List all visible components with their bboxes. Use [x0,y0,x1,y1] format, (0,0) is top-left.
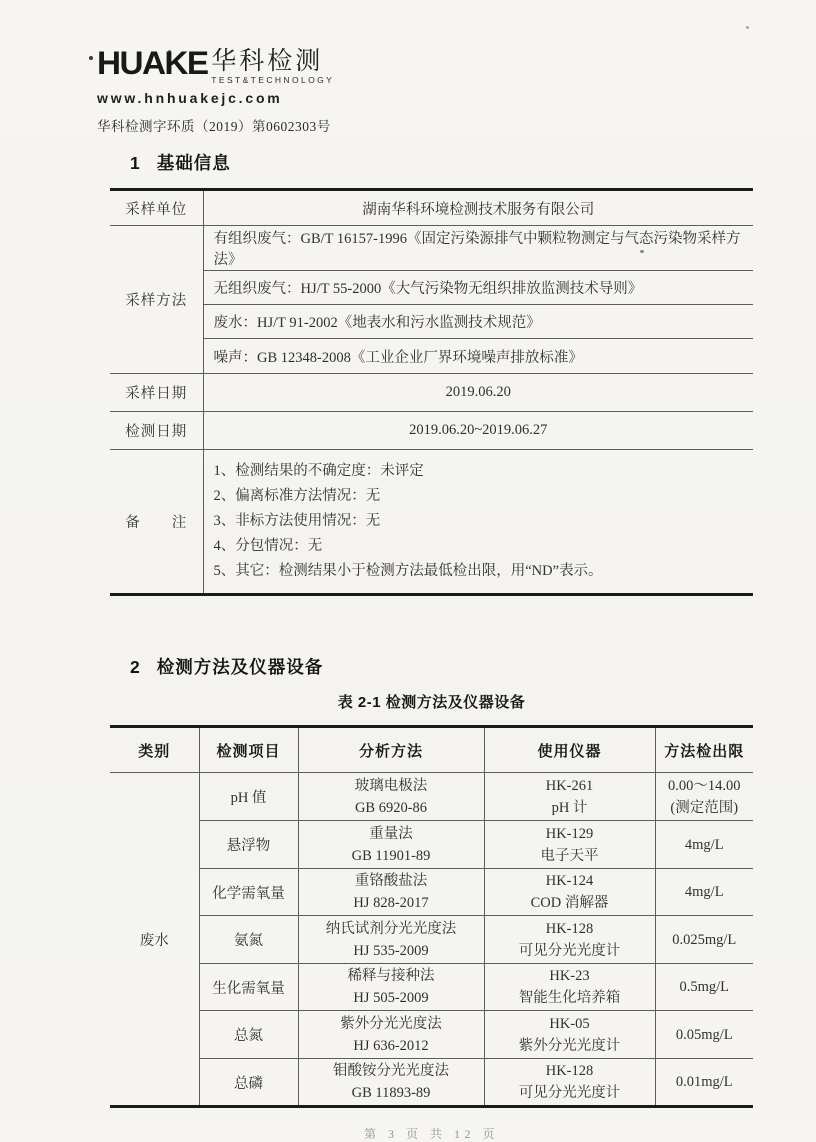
remark-line: 3、非标方法使用情况：无 [213,513,381,529]
table-2-1-caption: 表 2-1 检测方法及仪器设备 [337,694,526,711]
equipment-row [110,773,753,821]
value-sampling-method-noise: 噪声：GB 12348-2008《工业企业厂界环境噪声排放标准》 [203,339,753,374]
remark-line: 5、其它：检测结果小于检测方法最低检出限，用“ND”表示。 [213,563,603,579]
category-wastewater: 废水 [110,773,199,1107]
label-sampling-date: 采样日期 [110,374,203,412]
page-number: 第 3 页 共 12 页 [363,1127,499,1141]
table-row [110,190,753,226]
table-header-row [110,727,753,773]
table-row [110,374,753,412]
cell-item: 总氮 [199,1011,298,1059]
cell-method: 钼酸铵分光光度法 GB 11893-89 [298,1059,484,1107]
label-remark: 备 注 [110,450,203,595]
table-row [110,226,753,271]
table-row [110,412,753,450]
header-detection-limit: 方法检出限 [655,727,753,773]
equipment-row [110,869,753,916]
cell-method: 紫外分光光度法 HJ 636-2012 [298,1011,484,1059]
value-sampling-method-organized-gas: 有组织废气：GB/T 16157-1996《固定污染源排气中颗粒物测定与气态污染物采样方法》 [203,226,753,271]
section2-title: 检测方法及仪器设备 [156,657,324,677]
cell-method: 玻璃电极法 GB 6920-86 [298,773,484,821]
remark-line: 4、分包情况：无 [213,538,323,554]
equipment-row [110,821,753,869]
table-row [110,271,753,305]
header-item: 检测项目 [199,727,298,773]
basic-info-table [110,188,753,596]
cell-method: 重铬酸盐法 HJ 828-2017 [298,869,484,916]
huake-logo-wordmark: HUAKE [97,45,208,81]
website-text: www.hnhuakejc.com [97,90,283,106]
label-sampling-method: 采样方法 [110,226,203,374]
cell-item: 悬浮物 [199,821,298,869]
cell-item: pH 值 [199,773,298,821]
label-sampling-unit: 采样单位 [110,190,203,226]
equipment-row [110,1011,753,1059]
section2-heading [130,654,757,679]
cell-item: 化学需氧量 [199,869,298,916]
report-page [97,0,757,1142]
equipment-row [110,964,753,1011]
cell-instrument: HK-261 pH 计 [484,773,655,821]
brand-header [97,45,757,135]
cell-limit: 4mg/L [655,869,753,916]
header-category: 类别 [110,727,199,773]
section1-title: 基础信息 [156,153,231,173]
logo-chinese-name: 华科检测 [211,47,324,75]
cell-method: 重量法 GB 11901-89 [298,821,484,869]
cell-limit: 0.00～14.00 (测定范围) [655,773,753,821]
value-sampling-date: 2019.06.20 [203,374,753,412]
value-test-date: 2019.06.20~2019.06.27 [203,412,753,450]
cell-item: 生化需氧量 [199,964,298,1011]
cell-limit: 0.025mg/L [655,916,753,964]
cell-item: 总磷 [199,1059,298,1107]
cell-limit: 0.05mg/L [655,1011,753,1059]
document-number: 华科检测字环质（2019）第0602303号 [97,119,331,134]
table-row [110,339,753,374]
table-row [110,450,753,595]
cell-item: 氨氮 [199,916,298,964]
table-row [110,305,753,339]
cell-limit: 4mg/L [655,821,753,869]
cell-instrument: HK-124 COD 消解器 [484,869,655,916]
header-method: 分析方法 [298,727,484,773]
section2-number: 2 [130,657,140,677]
logo [97,45,757,85]
value-remarks [203,450,753,595]
cell-limit: 0.5mg/L [655,964,753,1011]
cell-instrument: HK-128 可见分光光度计 [484,916,655,964]
header-instrument: 使用仪器 [484,727,655,773]
scan-speck [89,56,93,60]
value-sampling-method-unorganized-gas: 无组织废气：HJ/T 55-2000《大气污染物无组织排放监测技术导则》 [203,271,753,305]
remark-line: 2、偏离标准方法情况：无 [213,488,381,504]
equipment-table [110,725,753,1108]
cell-instrument: HK-23 智能生化培养箱 [484,964,655,1011]
cell-instrument: HK-05 紫外分光光度计 [484,1011,655,1059]
value-sampling-method-wastewater: 废水：HJ/T 91-2002《地表水和污水监测技术规范》 [203,305,753,339]
cell-instrument: HK-129 电子天平 [484,821,655,869]
cell-method: 稀释与接种法 HJ 505-2009 [298,964,484,1011]
logo-tagline: TEST&TECHNOLOGY [211,75,335,85]
cell-method: 纳氏试剂分光光度法 HJ 535-2009 [298,916,484,964]
value-sampling-unit: 湖南华科环境检测技术服务有限公司 [203,190,753,226]
section1-heading [130,150,757,175]
label-test-date: 检测日期 [110,412,203,450]
cell-limit: 0.01mg/L [655,1059,753,1107]
remark-line: 1、检测结果的不确定度：未评定 [213,463,424,479]
cell-instrument: HK-128 可见分光光度计 [484,1059,655,1107]
equipment-row [110,916,753,964]
section1-number: 1 [130,153,140,173]
logo-right-block [211,48,334,85]
equipment-row [110,1059,753,1107]
